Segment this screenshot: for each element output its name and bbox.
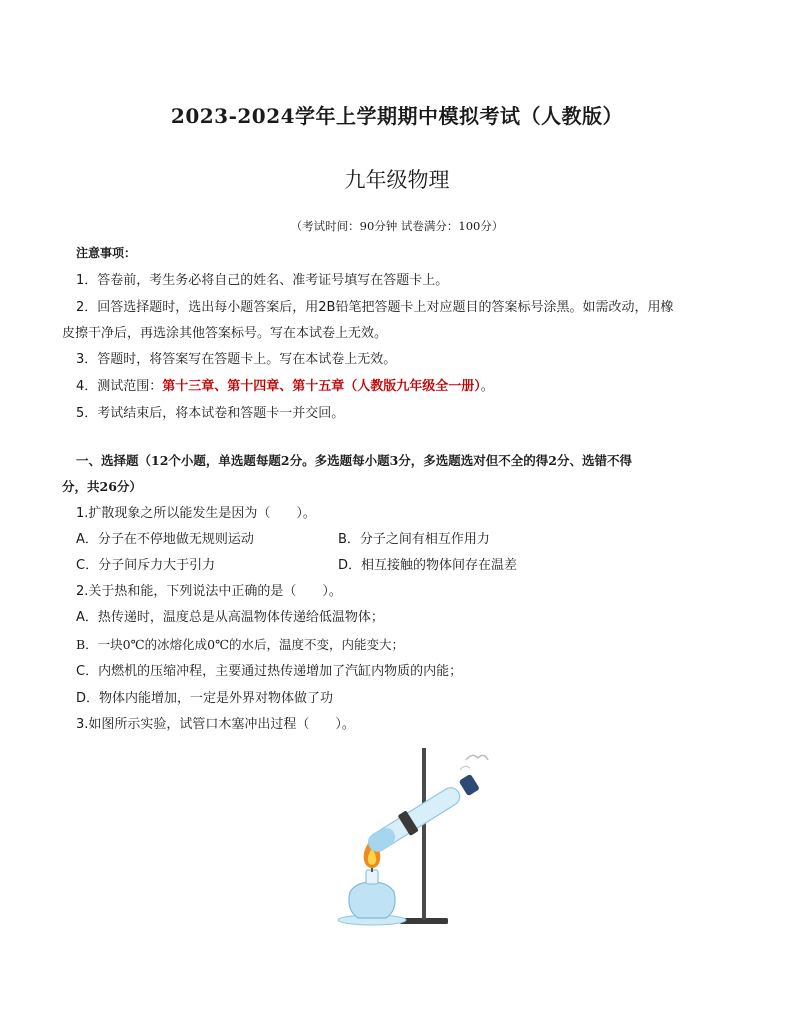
question-1-option-a: A．分子在不停地做无规则运动 — [76, 532, 254, 547]
question-1-option-d: D．相互接触的物体间存在温差 — [338, 558, 518, 573]
question-1-stem: 1.扩散现象之所以能发生是因为（ ）。 — [76, 506, 316, 521]
stopper — [459, 774, 480, 797]
steam-puff — [460, 766, 470, 770]
test-range-highlight: 第十三章、第十四章、第十五章（人教版九年级全一册） — [162, 379, 481, 394]
question-2-option-b: B．一块0℃的冰熔化成0℃的水后，温度不变，内能变大； — [76, 637, 405, 652]
note-item-4-prefix: 4．测试范围： — [76, 379, 163, 394]
question-3-stem: 3.如图所示实验，试管口木塞冲出过程（ ）。 — [76, 717, 355, 732]
stand-rod — [422, 748, 426, 920]
question-2-option-c: C．内燃机的压缩冲程，主要通过热传递增加了汽缸内物质的内能； — [76, 664, 463, 679]
note-item-2-line-2: 皮擦干净后，再选涂其他答案标号。写在本试卷上无效。 — [62, 326, 388, 341]
lamp-body — [349, 882, 395, 918]
notes-heading: 注意事项： — [76, 246, 137, 260]
question-2-option-d: D．物体内能增加，一定是外界对物体做了功 — [76, 691, 334, 706]
alcohol-lamp-test-tube-apparatus-icon — [336, 742, 496, 930]
note-item-1: 1．答卷前，考生务必将自己的姓名、准考证号填写在答题卡上。 — [76, 273, 449, 288]
section-1-heading-line-2: 分，共26分） — [62, 479, 142, 494]
note-item-4-suffix: 。 — [480, 379, 494, 394]
question-2-stem: 2.关于热和能，下列说法中正确的是（ ）。 — [76, 584, 342, 599]
note-item-5: 5．考试结束后，将本试卷和答题卡一并交回。 — [76, 406, 345, 421]
question-1-option-c: C．分子间斥力大于引力 — [76, 558, 216, 573]
exam-time-info: （考试时间：90分钟 试卷满分：100分） — [290, 219, 504, 233]
section-1-heading-line-1: 一、选择题（12个小题，单选题每题2分。多选题每小题3分，多选题选对但不全的得2分、选错不得 — [76, 453, 632, 468]
lamp-neck — [366, 870, 378, 884]
exam-subtitle: 九年级物理 — [344, 168, 450, 192]
exam-title: 2023-2024学年上学期期中模拟考试（人教版） — [170, 104, 624, 128]
note-item-4 — [76, 378, 494, 396]
steam-puff — [466, 755, 488, 760]
question-1-option-b: B．分子之间有相互作用力 — [338, 532, 490, 547]
note-item-2-line-1: 2．回答选择题时，选出每小题答案后，用2B铅笔把答题卡上对应题目的答案标号涂黑。如需改动，用橡 — [76, 300, 674, 315]
note-item-3: 3．答题时，将答案写在答题卡上。写在本试卷上无效。 — [76, 352, 397, 367]
question-2-option-a: A．热传递时，温度总是从高温物体传递给低温物体； — [76, 610, 384, 625]
